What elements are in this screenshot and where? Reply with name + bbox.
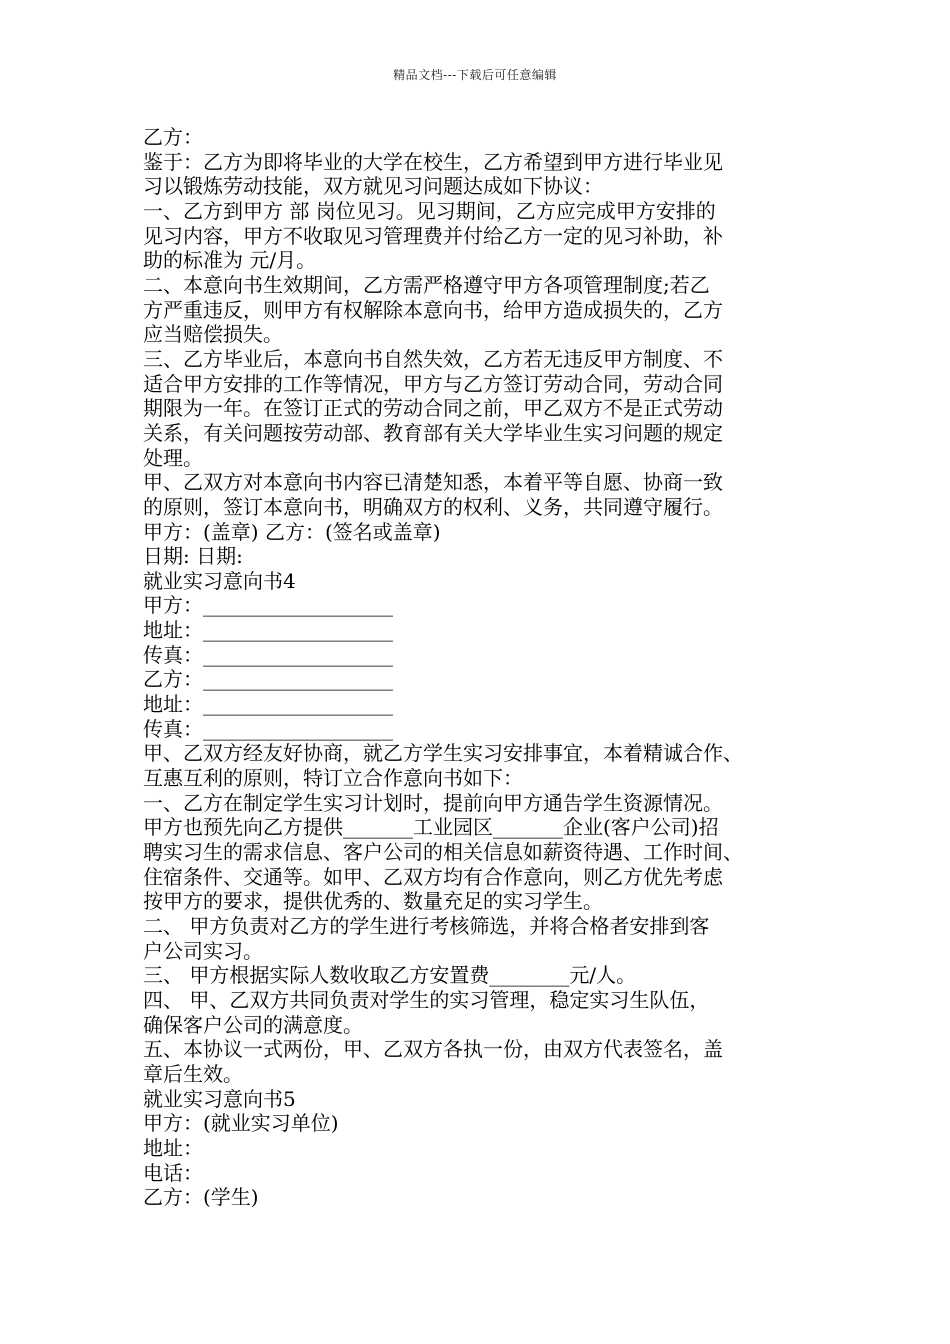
text-line: 的原则，签订本意向书，明确双方的权利、义务，共同遵守履行。 <box>143 494 723 519</box>
text-line: 处理。 <box>143 445 203 470</box>
text-line: 二、本意向书生效期间，乙方需严格遵守甲方各项管理制度;若乙 <box>143 272 710 297</box>
text-line: 地址：___________________ <box>143 618 393 643</box>
text-line: 就业实习意向书5 <box>143 1086 296 1111</box>
text-line: 期限为一年。在签订正式的劳动合同之前，甲乙双方不是正式劳动 <box>143 396 723 421</box>
text-line: 方严重违反，则甲方有权解除本意向书，给甲方造成损失的，乙方 <box>143 297 723 322</box>
text-line: 电话： <box>143 1160 203 1185</box>
text-line: 户公司实习。 <box>143 938 263 963</box>
text-line: 甲方：___________________ <box>143 593 393 618</box>
text-line: 适合甲方安排的工作等情况，甲方与乙方签订劳动合同，劳动合同 <box>143 371 723 396</box>
text-line: 聘实习生的需求信息、客户公司的相关信息如薪资待遇、工作时间、 <box>143 840 743 865</box>
text-line: 甲、乙双方对本意向书内容已清楚知悉，本着平等自愿、协商一致 <box>143 470 723 495</box>
text-line: 乙方：___________________ <box>143 667 393 692</box>
text-line: 甲方也预先向乙方提供_______工业园区_______企业(客户公司)招 <box>143 815 719 840</box>
text-line: 甲方：(盖章) 乙方：(签名或盖章) <box>143 519 441 544</box>
page-header: 精品文档---下载后可任意编辑 <box>393 68 557 82</box>
text-line: 一、乙方到甲方 部 岗位见习。见习期间，乙方应完成甲方安排的 <box>143 198 716 223</box>
text-line: 五、本协议一式两份，甲、乙双方各执一份，由双方代表签名，盖 <box>143 1037 723 1062</box>
text-line: 乙方： <box>143 125 203 149</box>
text-line: 传真：___________________ <box>143 716 393 741</box>
text-line: 确保客户公司的满意度。 <box>143 1012 363 1037</box>
text-line: 甲方：(就业实习单位) <box>143 1111 339 1136</box>
text-line: 一、乙方在制定学生实习计划时，提前向甲方通告学生资源情况。 <box>143 790 723 815</box>
text-line: 地址：___________________ <box>143 692 393 717</box>
text-line: 习以锻炼劳动技能，双方就见习问题达成如下协议： <box>143 174 603 199</box>
text-line: 章后生效。 <box>143 1061 243 1086</box>
text-line: 按甲方的要求，提供优秀的、数量充足的实习学生。 <box>143 889 603 914</box>
text-line: 四、 甲、乙双方共同负责对学生的实习管理，稳定实习生队伍， <box>143 987 710 1012</box>
text-line: 应当赔偿损失。 <box>143 322 283 347</box>
text-line: 关系，有关问题按劳动部、教育部有关大学毕业生实习问题的规定 <box>143 420 723 445</box>
text-line: 地址： <box>143 1135 203 1160</box>
text-line: 乙方：(学生) <box>143 1185 259 1210</box>
text-line: 助的标准为 元/月。 <box>143 248 317 273</box>
text-line: 就业实习意向书4 <box>143 568 296 593</box>
text-line: 传真：___________________ <box>143 642 393 667</box>
text-line: 三、 甲方根据实际人数收取乙方安置费________元/人。 <box>143 963 637 988</box>
text-line: 住宿条件、交通等。如甲、乙双方均有合作意向，则乙方优先考虑 <box>143 864 723 889</box>
text-line: 见习内容，甲方不收取见习管理费并付给乙方一定的见习补助，补 <box>143 223 723 248</box>
text-line: 鉴于：乙方为即将毕业的大学在校生，乙方希望到甲方进行毕业见 <box>143 149 723 174</box>
text-line: 甲、乙双方经友好协商，就乙方学生实习安排事宜，本着精诚合作、 <box>143 741 743 766</box>
document-body <box>143 125 843 1210</box>
text-line: 互惠互利的原则，特订立合作意向书如下： <box>143 766 523 791</box>
text-line: 日期: 日期: <box>143 544 243 569</box>
text-line: 二、 甲方负责对乙方的学生进行考核筛选，并将合格者安排到客 <box>143 914 710 938</box>
text-line: 三、乙方毕业后，本意向书自然失效，乙方若无违反甲方制度、不 <box>143 346 723 371</box>
